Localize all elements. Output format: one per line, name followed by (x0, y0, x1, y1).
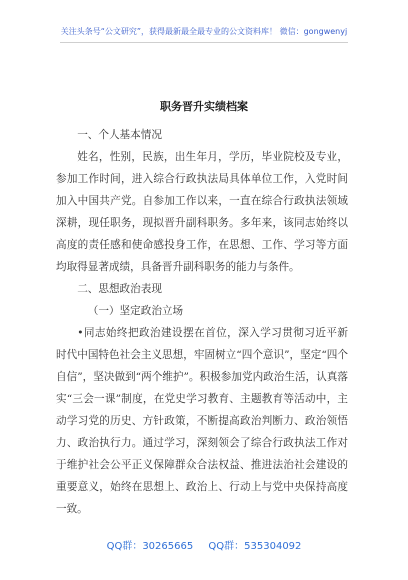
subsection-heading-stance: （一）坚定政治立场 (87, 305, 184, 317)
document-body (56, 120, 348, 520)
paragraph-stance: •同志始终把政治建设摆在首位，深入学习贯彻习近平新时代中国特色社会主义思想，牢固树立“四个意识”，坚定“四个自信”，坚决做到“两个维护”。积极参加党内政治生活，认真落实“三会一课”制度，在党史学习教育、主题教育等活动中，主动学习党的历史、方针政策，不断提高政治判断力、政治领悟力、政治执行力。通过学习，深刻领会了综合行政执法工作对于维护社会公平正义保障群众合法权益、推进法治社会建设的重要意义，始终在思想上、政治上、行动上与党中央保持高度一致。 (56, 327, 348, 515)
section-heading-political: 二、思想政治表现 (77, 283, 162, 295)
document-title: 职务晋升实绩档案 (160, 100, 248, 113)
qq-group-1: QQ群：30265665 (106, 541, 194, 552)
section-heading-basic-info: 一、个人基本情况 (77, 129, 162, 141)
footer-qq-groups (0, 537, 408, 552)
promo-banner: 关注头条号“公文研究”，获得最新最全最专业的公文资料库！ 微信：gongwenyj (60, 27, 348, 36)
paragraph-basic-info: 姓名，性别，民族，出生年月，学历，毕业院校及专业，参加工作时间，进入综合行政执法局具体单位工作，入党时间加入中国共产党。自参加工作以来，一直在综合行政执法领域深耕，现任职务，现拟晋升副科职务。多年来，该同志始终以高度的责任感和使命感投身工作，在思想、工作、学习等方面均取得显著成绩，具备晋升副科职务的能力与条件。 (56, 151, 348, 273)
qq-group-2: QQ群：535304092 (208, 541, 302, 552)
header-divider (60, 42, 348, 43)
